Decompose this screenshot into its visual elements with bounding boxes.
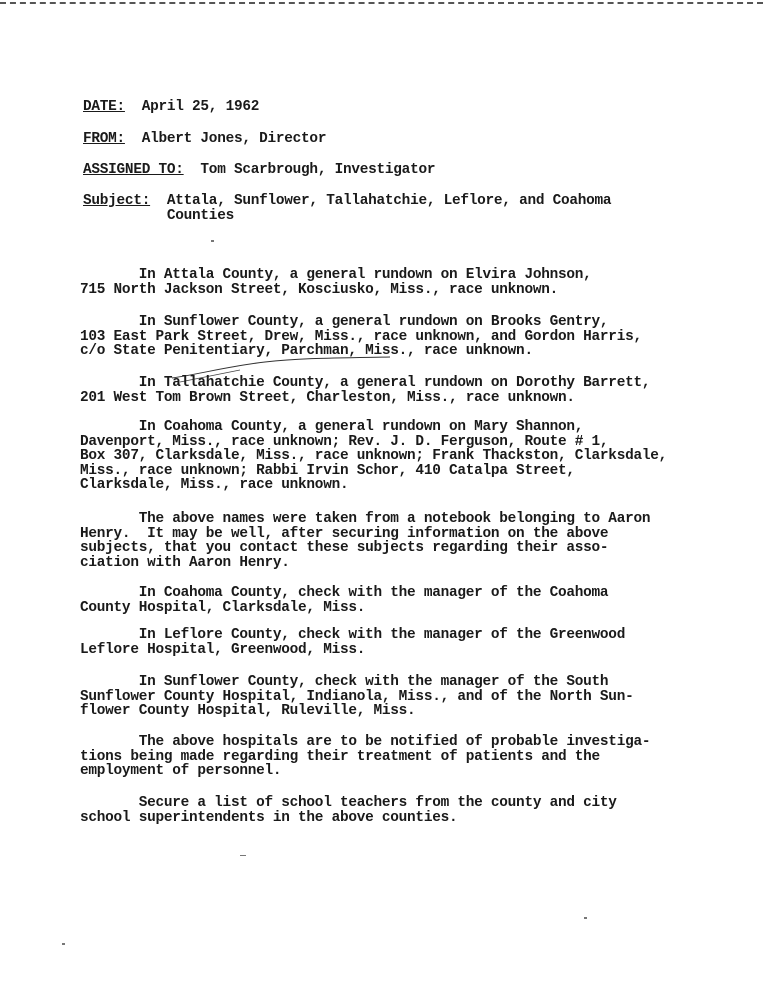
paragraph-hospital-notification: The above hospitals are to be notified of probable investiga- tions being made regarding their treatment of patients and the employment of personnel. [80, 734, 651, 780]
subject-value: Attala, Sunflower, Tallahatchie, Leflore, and Coahoma Counties [166, 193, 612, 224]
assigned-value: Tom Scarbrough, Investigator [200, 162, 436, 178]
paragraph-attala: In Attala County, a general rundown on Elvira Johnson, 715 North Jackson Street, Kosciusko, Miss., race unknown. [80, 267, 592, 298]
scan-speck [584, 917, 587, 919]
paragraph-school-teachers: Secure a list of school teachers from the county and city school superintendents in the above counties. [80, 795, 617, 826]
paragraph-tallahatchie: In Tallahatchie County, a general rundown on Dorothy Barrett, 201 West Tom Brown Street, Charleston, Miss., race unknown. [80, 375, 651, 406]
from-line [83, 132, 326, 147]
scan-speck [62, 943, 65, 945]
scan-speck [240, 855, 246, 856]
date-label: DATE: [83, 99, 125, 115]
subject-label: Subject: [83, 193, 151, 209]
subject-line [83, 194, 611, 223]
page-top-edge [0, 2, 763, 6]
assigned-line [83, 163, 435, 178]
date-line [83, 100, 259, 115]
scan-speck [211, 240, 214, 242]
paragraph-leflore-hospital: In Leflore County, check with the manager of the Greenwood Leflore Hospital, Greenwood, Miss. [80, 627, 626, 658]
from-label: FROM: [83, 131, 125, 147]
assigned-label: ASSIGNED TO: [83, 162, 184, 178]
paragraph-coahoma-names: In Coahoma County, a general rundown on Mary Shannon, Davenport, Miss., race unknown; Rev. J. D. Ferguson, Route # 1, Box 307, Clarksdale, Miss., race unknown; Frank Thackston, Clarksdale, Miss., race unknown; Rabbi Irvin Schor, 410 Catalpa Street, Clarksdale, Miss., race unknown. [80, 419, 668, 494]
paragraph-sunflower: In Sunflower County, a general rundown on Brooks Gentry, 103 East Park Street, Drew, Miss., race unknown, and Gordon Harris, c/o State Penitentiary, Parchman, Miss., race unknown. [80, 314, 642, 360]
date-value: April 25, 1962 [141, 99, 260, 115]
paragraph-notebook-source: The above names were taken from a notebook belonging to Aaron Henry. It may be well, after securing information on the above subjects, that you contact these subjects regarding their asso- ciation with Aaron Henry. [80, 511, 651, 571]
paragraph-coahoma-hospital: In Coahoma County, check with the manager of the Coahoma County Hospital, Clarksdale, Miss. [80, 585, 609, 616]
from-value: Albert Jones, Director [141, 131, 327, 147]
paragraph-sunflower-hospitals: In Sunflower County, check with the manager of the South Sunflower County Hospital, Indianola, Miss., and of the North Sun- flower County Hospital, Ruleville, Miss. [80, 674, 634, 720]
